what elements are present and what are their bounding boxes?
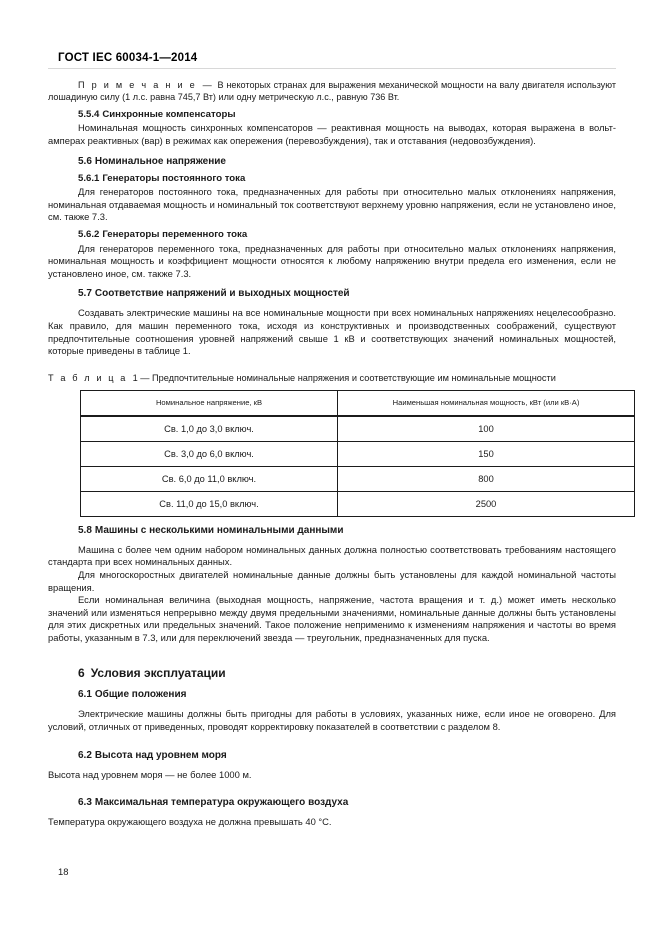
heading-6-2 [48,749,616,762]
table-1-label: Т а б л и ц а [48,372,128,383]
paragraph-6-1: Электрические машины должны быть пригодны для работы в условиях, указанных ниже, если иное не оговорено. Для условий, отличных от приведенных, проводят корректировку показателей в соответствии с разделом 8. [48,708,616,733]
paragraph-5-8-b: Для многоскоростных двигателей номинальные данные должны быть установлены для каждой номинальной частоты вращения. [48,568,616,593]
spacer [48,781,616,789]
table-1-caption [48,372,616,384]
standard-designation: ГОСТ IEC 60034-1—2014 [58,52,198,64]
header-divider [48,68,616,69]
heading-5-8-title: Машины с несколькими номинальными данными [94,524,344,536]
running-header [48,0,616,69]
heading-5-6-2-number: 5.6.2 [78,228,100,240]
heading-6-2-number: 6.2 [78,749,92,761]
note-label: П р и м е ч а н и е [78,80,197,90]
cell-power: 150 [338,441,635,466]
paragraph-5-7: Создавать электрические машины на все номинальные мощности при всех номинальных напряжениях нецелесообразно. Как правило, для машин переменного тока, исходя из конструктивных и производственных соображений, существуют предпочтительные соотношения уровней напряжений свыше 1 кВ и соответствующих значений номинальных мощностей, которые приведены в таблице 1. [48,307,616,357]
cell-power: 100 [338,416,635,442]
paragraph-5-8-c: Если номинальная величина (выходная мощность, напряжение, частота вращения и т. д.) может иметь несколько значений или изменяться непрерывно между двумя предельными значениями, номинальные данные должны быть установлены для этих дискретных или предельных значений. Такое положение неприменимо к изменениям напряжения и частоты во время работы, указанным в 7.3, или для переключений звезда — треугольник, предназначенных для пуска. [48,594,616,643]
page-content [48,0,616,829]
heading-5-7 [48,287,616,300]
table-header-row [81,390,635,416]
cell-voltage: Св. 1,0 до 3,0 включ. [81,416,338,442]
table-row [81,416,635,442]
cell-voltage: Св. 3,0 до 6,0 включ. [81,441,338,466]
table-row [81,466,635,491]
table-row [81,441,635,466]
paragraph-5-8-a: Машина с более чем одним набором номинальных данных должна полностью соответствовать требованиям настоящего стандарта при всех номинальных данных. [48,543,616,568]
heading-5-6-title: Номинальное напряжение [94,155,226,167]
heading-5-6 [48,155,616,168]
heading-5-6-1-number: 5.6.1 [78,172,100,184]
heading-6-1 [48,688,616,701]
paragraph-5-5-4: Номинальная мощность синхронных компенсаторов — реактивная мощность на выводах, которая выражена в вольт-амперах реактивных (вар) в режимах как опережения (перевозбуждения), так и отставания (недовозбуждения). [48,122,616,146]
heading-5-5-4-number: 5.5.4 [78,108,100,120]
heading-6-3-title: Максимальная температура окружающего воздуха [94,797,349,809]
heading-6-title: Условия эксплуатации [90,666,226,681]
heading-5-6-2 [48,229,616,242]
heading-6-1-number: 6.1 [78,689,92,701]
note-paragraph [48,79,616,104]
heading-5-6-number: 5.6 [78,155,92,167]
heading-5-5-4-title: Синхронные компенсаторы [102,108,236,120]
heading-5-6-1-title: Генераторы постоянного тока [102,172,246,184]
document-body [48,79,616,829]
heading-6-3-number: 6.3 [78,797,92,809]
cell-power: 800 [338,466,635,491]
table-row [81,491,635,516]
table-1-number: 1 [132,372,138,383]
heading-6 [48,666,616,681]
heading-6-1-title: Общие положения [94,689,187,701]
column-header-voltage: Номинальное напряжение, кВ [81,390,338,416]
cell-voltage: Св. 6,0 до 11,0 включ. [81,466,338,491]
spacer [48,734,616,742]
heading-5-8 [48,524,616,537]
cell-voltage: Св. 11,0 до 15,0 включ. [81,491,338,516]
table-1 [80,390,635,517]
heading-5-8-number: 5.8 [78,524,92,536]
table-1-caption-text: Предпочтительные номинальные напряжения и соответствующие им номинальные мощности [152,372,556,383]
heading-5-7-number: 5.7 [78,288,92,300]
heading-6-2-title: Высота над уровнем моря [94,749,227,761]
paragraph-6-2: Высота над уровнем моря — не более 1000 м. [48,768,252,780]
paragraph-5-6-1: Для генераторов постоянного тока, предназначенных для работы при относительно малых отклонениях напряжения, номинальная отдаваемая мощность и номинальный ток соответствуют верхнему уровню напряжения, если не установлено иное, см. также 7.3. [48,186,616,223]
column-header-power: Наименьшая номинальная мощность, кВт (или кВ·А) [338,390,635,416]
heading-5-6-1 [48,173,616,186]
table-1-dash: — [140,372,150,383]
heading-6-3 [48,796,616,809]
note-dash: — [202,80,212,90]
paragraph-5-6-2: Для генераторов переменного тока, предназначенных для работы при относительно малых отклонениях напряжения, номинальная мощность и коэффициент мощности относятся к любому напряжению внутри предела его изменения, если не установлено иное, см. также 7.3. [48,242,616,279]
heading-5-7-title: Соответствие напряжений и выходных мощностей [94,288,350,300]
note-text: В некоторых странах для выражения механической мощности на валу двигателя используют лошадиную силу (1 л.с. равна 745,7 Вт) или одну метрическую л.с., равную 736 Вт. [48,80,617,103]
heading-5-5-4 [48,109,616,122]
heading-5-6-2-title: Генераторы переменного тока [102,228,248,240]
page-number: 18 [58,866,69,877]
heading-6-number: 6 [78,666,85,681]
cell-power: 2500 [338,491,635,516]
paragraph-6-3: Температура окружающего воздуха не должна превышать 40 °С. [48,816,332,828]
